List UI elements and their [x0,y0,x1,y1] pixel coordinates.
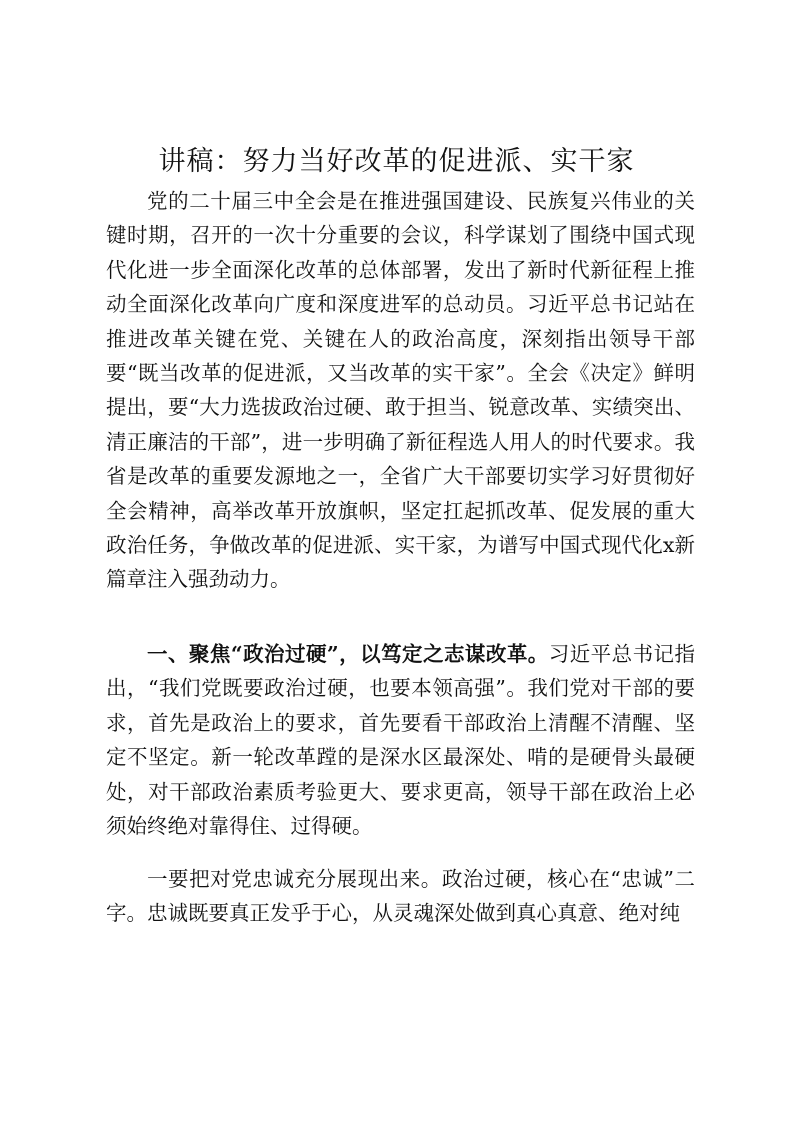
document-title: 讲稿：努力当好改革的促进派、实干家 [158,146,635,177]
paragraph-intro: 党的二十届三中全会是在推进强国建设、民族复兴伟业的关键时期，召开的一次十分重要的会议，科学谋划了围绕中国式现代化进一步全面深化改革的总体部署，发出了新时代新征程上推动全面深化改革向广度和深度进军的总动员。习近平总书记站在推进改革关键在党、关键在人的政治高度，深刻指出领导干部要“既当改革的促进派，又当改革的实干家”。全会《决定》鲜明提出，要“大力选拔政治过硬、敢于担当、锐意改革、实绩突出、清正廉洁的干部”，进一步明确了新征程选人用人的时代要求。我省是改革的重要发源地之一，全省广大干部要切实学习好贯彻好全会精神，高举改革开放旗帜，坚定扛起抓改革、促发展的重大政治任务，争做改革的促进派、实干家，为谱写中国式现代化x新篇章注入强劲动力。 [106,189,695,592]
section-body-text: 习近平总书记指出，“我们党既要政治过硬，也要本领高强”。我们党对干部的要求，首先是政治上的要求，首先要看干部政治上清醒不清醒、坚定不坚定。新一轮改革蹚的是深水区最深处、啃的是硬骨头最硬处，对干部政治素质考验更大、要求更高，领导干部在政治上必须始终绝对靠得住、过得硬。 [106,642,695,839]
paragraph-section-one [106,637,695,843]
paragraph-loyalty: 一要把对党忠诚充分展现出来。政治过硬，核心在“忠诚”二字。忠诚既要真正发乎于心，从灵魂深处做到真心真意、绝对纯 [106,867,695,926]
section-heading: 一、聚焦“政治过硬”，以笃定之志谋改革。 [147,642,549,666]
